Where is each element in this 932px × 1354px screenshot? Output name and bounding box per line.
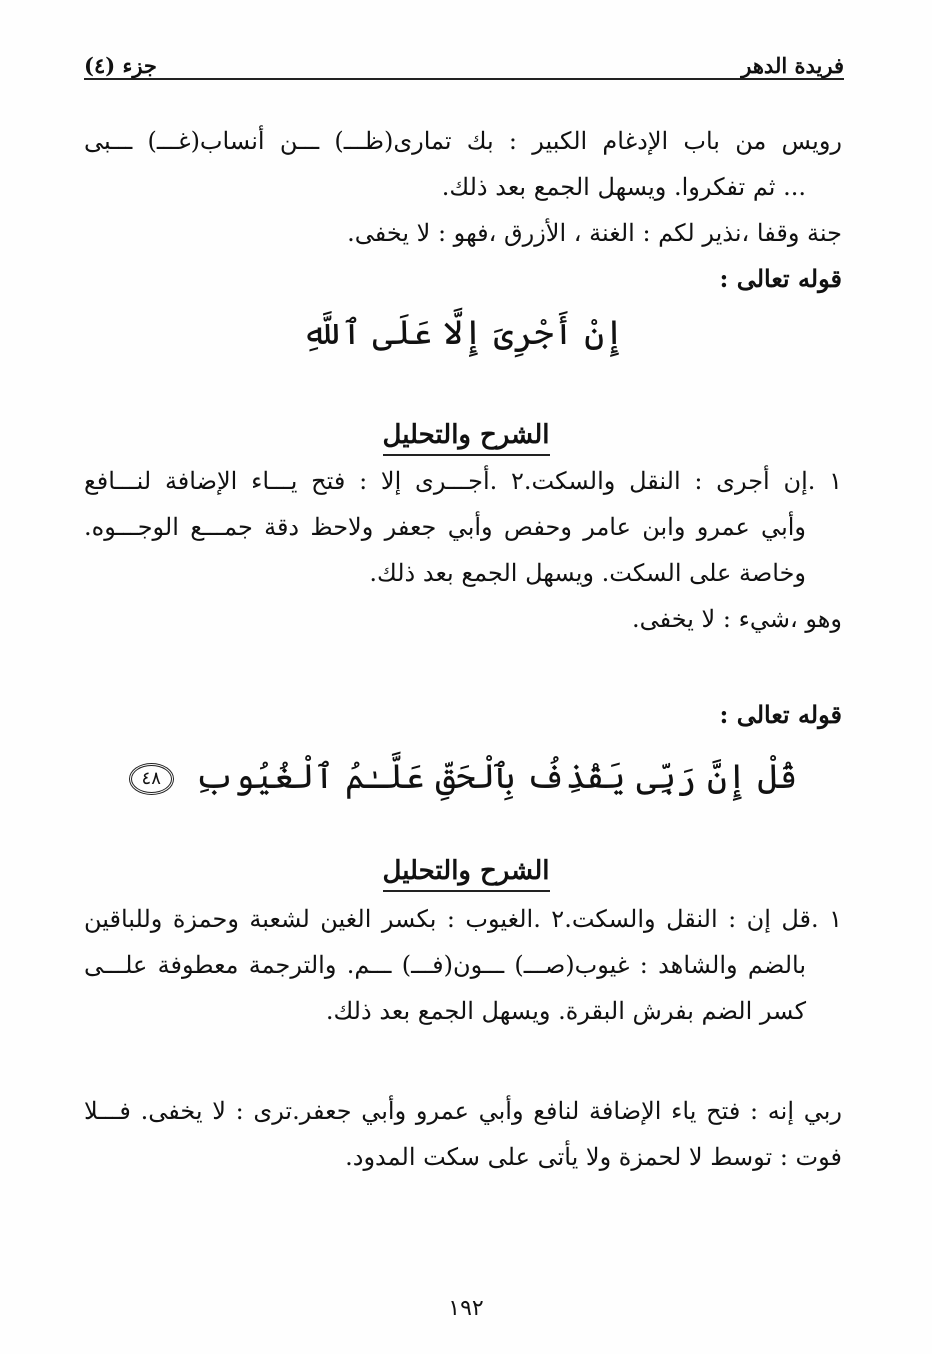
verse-label: قوله تعالى : (719, 700, 842, 729)
text-line: بالضم والشاهد : غيوب(صـــ) ـــون(فـــ) ـــم. والترجمة معطوفة علـــى (84, 951, 806, 979)
intro-paragraph (84, 118, 842, 256)
page-number: ١٩٢ (448, 1296, 484, 1321)
verse-label: قوله تعالى : (719, 264, 842, 293)
quran-verse (84, 312, 842, 353)
page-header (84, 40, 844, 78)
verse-text: قُلْ إِنَّ رَبِّى يَقْذِفُ بِٱلْحَقِّ عَلَّـٰمُ ٱلْغُيُوبِ (194, 757, 798, 797)
text-line: رويس من باب الإدغام الكبير : بك تمارى(ظـــ) ـــن أنساب(غـــ) ـــبى (84, 127, 842, 155)
ayah-number-marker: ٤٨ (129, 763, 174, 795)
text-line: ربي إنه : فتح ياء الإضافة لنافع وأبي عمرو وأبي جعفر.ترى : لا يخفى. فـــلا (84, 1097, 842, 1125)
text-line: ١ .قل إن : النقل والسكت.٢ .الغيوب : بكسر الغين لشعبة وحمزة وللباقين (84, 905, 842, 933)
text-line: وأبي عمرو وابن عامر وحفص وأبي جعفر ولاحظ دقة جمـــع الوجـــوه. (84, 513, 807, 541)
text-line: جنة وقفا ،نذير لكم : الغنة ، الأزرق ،فهو : لا يخفى. (347, 219, 842, 247)
quran-verse (84, 756, 842, 797)
text-line: وهو ،شيء : لا يخفى. (631, 605, 842, 633)
commentary-paragraph (84, 458, 842, 642)
text-line: وخاصة على السكت. ويسهل الجمع بعد ذلك. (369, 559, 806, 587)
commentary-paragraph (84, 896, 842, 1034)
final-paragraph (84, 1088, 842, 1180)
header-rule (84, 78, 844, 80)
part-label: جزء (٤) (84, 53, 157, 78)
section-title-text: الشرح والتحليل (383, 420, 550, 456)
verse-text: إِنْ أَجْرِىَ إِلَّا عَلَى ٱللَّهِ (301, 313, 625, 353)
text-line: فوت : توسط لا لحمزة ولا يأتى على سكت المدود. (345, 1143, 842, 1171)
section-title-text: الشرح والتحليل (383, 856, 550, 892)
text-line: ١ .إن أجرى : النقل والسكت.٢ .أجـــرى إلا : فتح يـــاء الإضافة لنـــافع (84, 467, 842, 495)
book-title: فريدة الدهر (741, 53, 844, 78)
section-title (0, 420, 932, 450)
section-title (0, 856, 932, 886)
text-line: ... ثم تفكروا. ويسهل الجمع بعد ذلك. (441, 173, 806, 201)
text-line: كسر الضم بفرش البقرة. ويسهل الجمع بعد ذلك. (325, 997, 806, 1025)
